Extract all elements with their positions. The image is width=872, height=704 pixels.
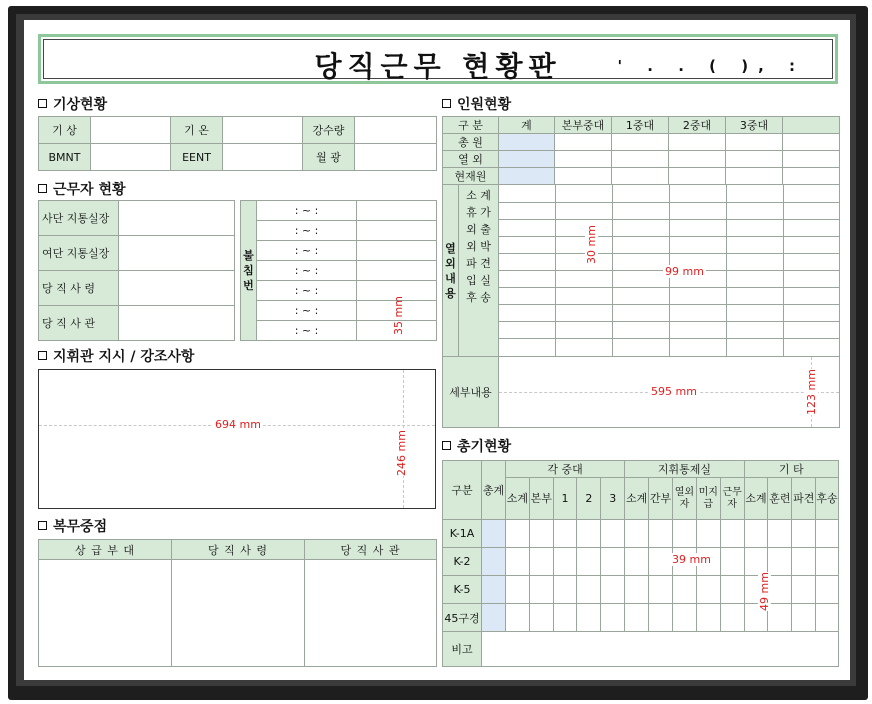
- weapons-row-label: 비고: [443, 632, 482, 667]
- weather-value[interactable]: [355, 144, 437, 171]
- personnel-cell[interactable]: [555, 168, 612, 185]
- absence-label: 열외내용: [443, 185, 459, 357]
- weather-value[interactable]: [223, 117, 303, 144]
- weather-value[interactable]: [355, 117, 437, 144]
- personnel-cell[interactable]: [612, 151, 669, 168]
- weather-label-sky: 기 상: [39, 117, 91, 144]
- weapons-cell[interactable]: [625, 576, 649, 604]
- personnel-header: 3중대: [726, 117, 783, 134]
- weapons-sub-header: 2: [577, 478, 601, 520]
- personnel-cell[interactable]: [555, 134, 612, 151]
- weapons-cell[interactable]: [672, 520, 696, 548]
- weather-value[interactable]: [91, 117, 171, 144]
- sentry-name[interactable]: [357, 221, 437, 241]
- worker-label: 여단 지통실장: [39, 236, 119, 271]
- worker-value[interactable]: [119, 236, 235, 271]
- duty-col-header: 상 급 부 대: [39, 540, 172, 560]
- weapons-sub-header: 미지급: [696, 478, 720, 520]
- weapons-sub-header: 소계: [744, 478, 768, 520]
- weather-label-moon: 월 광: [303, 144, 355, 171]
- commander-instructions-area[interactable]: [38, 369, 436, 509]
- weapons-cell[interactable]: [720, 548, 744, 576]
- weapons-row-label: K-5: [443, 576, 482, 604]
- weapons-cell[interactable]: [482, 548, 506, 576]
- weapons-cell[interactable]: [577, 576, 601, 604]
- weapons-cell[interactable]: [505, 548, 529, 576]
- weapons-cell[interactable]: [553, 548, 577, 576]
- workers-heading: 근무자 현황: [38, 179, 126, 199]
- weapons-sub-header: 열외자: [672, 478, 696, 520]
- title-box: [38, 34, 838, 84]
- personnel-cell[interactable]: [726, 134, 783, 151]
- weapons-cell[interactable]: [768, 604, 792, 632]
- weapons-cell[interactable]: [768, 576, 792, 604]
- weapons-heading: 총기현황: [442, 436, 511, 456]
- personnel-header-empty: [783, 117, 840, 134]
- weather-label-rain: 강수량: [303, 117, 355, 144]
- weapons-cell[interactable]: [529, 576, 553, 604]
- duty-heading: 복무중점: [38, 516, 107, 536]
- absence-item: 휴 가: [466, 206, 491, 219]
- weapons-cell[interactable]: [529, 604, 553, 632]
- personnel-header: 본부중대: [555, 117, 612, 134]
- personnel-cell[interactable]: [726, 151, 783, 168]
- worker-value[interactable]: [119, 306, 235, 341]
- weapons-cell[interactable]: [744, 520, 768, 548]
- weapons-row-label: 45구경: [443, 604, 482, 632]
- weather-label-bmnt: BMNT: [39, 144, 91, 171]
- weapons-sub-header: 1: [553, 478, 577, 520]
- personnel-cell[interactable]: [499, 168, 555, 185]
- weapons-cell[interactable]: [720, 604, 744, 632]
- absence-grid[interactable]: [499, 185, 840, 357]
- dimension-39mm: 39 mm: [672, 553, 711, 566]
- weapons-cell[interactable]: [577, 548, 601, 576]
- weapons-cell[interactable]: [625, 548, 649, 576]
- dimension-99mm: 99 mm: [665, 265, 704, 278]
- detail-table: [442, 356, 840, 428]
- board-title: 당직근무 현황판: [314, 50, 562, 83]
- weapons-cell[interactable]: [672, 604, 696, 632]
- weapons-group-header: 각 중대: [505, 461, 624, 478]
- personnel-cell[interactable]: [499, 151, 555, 168]
- weapons-cell[interactable]: [816, 520, 839, 548]
- weapons-cell[interactable]: [601, 548, 625, 576]
- duty-cell[interactable]: [39, 560, 172, 667]
- duty-table: [38, 539, 437, 667]
- weapons-cell[interactable]: [816, 604, 839, 632]
- weapons-sub-header: 소계: [625, 478, 649, 520]
- weather-table: [38, 116, 437, 171]
- personnel-cell[interactable]: [555, 151, 612, 168]
- weapons-cell[interactable]: [649, 520, 673, 548]
- weapons-cell[interactable]: [792, 548, 816, 576]
- weapons-cell[interactable]: [768, 520, 792, 548]
- workers-table: [38, 200, 235, 341]
- detail-label: 세부내용: [443, 357, 499, 428]
- personnel-cell[interactable]: [783, 151, 840, 168]
- weather-heading: 기상현황: [38, 94, 107, 114]
- weather-label-eent: EENT: [171, 144, 223, 171]
- weapons-sub-header: 후송: [816, 478, 839, 520]
- absence-item: 입 실: [466, 274, 491, 287]
- dimension-694mm: 694 mm: [215, 418, 261, 431]
- weapons-cell[interactable]: [553, 576, 577, 604]
- duty-cell[interactable]: [172, 560, 305, 667]
- weapons-cell[interactable]: [792, 576, 816, 604]
- weapons-table: [442, 460, 839, 667]
- duty-col-header: 당 직 사 관: [305, 540, 437, 560]
- weapons-cell[interactable]: [482, 604, 506, 632]
- weapons-remarks[interactable]: [482, 632, 839, 667]
- personnel-cell[interactable]: [726, 168, 783, 185]
- weapons-cell[interactable]: [482, 520, 506, 548]
- sentry-label: 불침번: [241, 201, 257, 341]
- absence-item: 후 송: [466, 291, 491, 304]
- worker-label: 당 직 사 령: [39, 271, 119, 306]
- personnel-cell[interactable]: [612, 168, 669, 185]
- personnel-cell[interactable]: [669, 134, 726, 151]
- sentry-time: : ~ :: [257, 221, 357, 241]
- detail-area[interactable]: [499, 357, 840, 428]
- weapons-cell[interactable]: [505, 520, 529, 548]
- absence-item: 소 계: [466, 189, 491, 202]
- dimension-595mm: 595 mm: [651, 385, 697, 398]
- dimension-35mm: 35 mm: [392, 296, 405, 335]
- weapons-cell[interactable]: [529, 520, 553, 548]
- weapons-sub-header: 파견: [792, 478, 816, 520]
- personnel-cell[interactable]: [499, 134, 555, 151]
- weapons-cell[interactable]: [601, 520, 625, 548]
- personnel-row-label: 총 원: [443, 134, 499, 151]
- weapons-cell[interactable]: [792, 520, 816, 548]
- personnel-row-label: 열 외: [443, 151, 499, 168]
- weapons-cell[interactable]: [696, 604, 720, 632]
- weapons-sub-header: 근무자: [720, 478, 744, 520]
- sentry-time: : ~ :: [257, 201, 357, 221]
- personnel-heading: 인원현황: [442, 94, 511, 114]
- weapons-cell[interactable]: [720, 520, 744, 548]
- sentry-time: : ~ :: [257, 321, 357, 341]
- personnel-header: 1중대: [612, 117, 669, 134]
- personnel-cell[interactable]: [783, 168, 840, 185]
- dimension-30mm: 30 mm: [585, 225, 598, 264]
- weapons-cell[interactable]: [649, 548, 673, 576]
- commander-heading: 지휘관 지시 / 강조사항: [38, 346, 194, 366]
- weapons-sub-header: 소계: [505, 478, 529, 520]
- sentry-time: : ~ :: [257, 241, 357, 261]
- weapons-cell[interactable]: [482, 576, 506, 604]
- worker-value[interactable]: [119, 201, 235, 236]
- personnel-cell[interactable]: [612, 134, 669, 151]
- sentry-time: : ~ :: [257, 261, 357, 281]
- weapons-cell[interactable]: [696, 576, 720, 604]
- weapons-cell[interactable]: [768, 548, 792, 576]
- absence-item: 외 박: [466, 240, 491, 253]
- weapons-group-header: 구분: [443, 461, 482, 520]
- weapons-cell[interactable]: [553, 520, 577, 548]
- worker-value[interactable]: [119, 271, 235, 306]
- weapons-sub-header: 간부: [649, 478, 673, 520]
- dimension-246mm: 246 mm: [395, 430, 408, 476]
- weather-label-temp: 기 온: [171, 117, 223, 144]
- weapons-sub-header: 3: [601, 478, 625, 520]
- weapons-row-label: K-2: [443, 548, 482, 576]
- weapons-group-header: 총계: [482, 461, 506, 520]
- weather-value[interactable]: [91, 144, 171, 171]
- sentry-name[interactable]: [357, 201, 437, 221]
- weapons-cell[interactable]: [625, 604, 649, 632]
- weapons-group-header: 기 타: [744, 461, 838, 478]
- dimension-49mm: 49 mm: [758, 572, 771, 611]
- sentry-name[interactable]: [357, 241, 437, 261]
- worker-label: 당 직 사 관: [39, 306, 119, 341]
- weapons-group-header: 지휘통제실: [625, 461, 744, 478]
- weapons-cell[interactable]: [505, 576, 529, 604]
- absence-item: 외 출: [466, 223, 491, 236]
- weapons-cell[interactable]: [553, 604, 577, 632]
- dimension-123mm: 123 mm: [805, 369, 818, 415]
- status-board: [24, 20, 850, 680]
- weapons-cell[interactable]: [649, 604, 673, 632]
- weapons-cell[interactable]: [720, 576, 744, 604]
- duty-cell[interactable]: [305, 560, 437, 667]
- duty-col-header: 당 직 사 령: [172, 540, 305, 560]
- sentry-time: : ~ :: [257, 301, 357, 321]
- personnel-row-label: 현재원: [443, 168, 499, 185]
- weapons-sub-header: 본부: [529, 478, 553, 520]
- weapons-cell[interactable]: [529, 548, 553, 576]
- sentry-table: [240, 200, 437, 341]
- personnel-header: 계: [499, 117, 555, 134]
- personnel-cell[interactable]: [669, 151, 726, 168]
- weapons-cell[interactable]: [625, 520, 649, 548]
- absence-items: [459, 185, 499, 357]
- weapons-cell[interactable]: [577, 604, 601, 632]
- weapons-cell[interactable]: [672, 576, 696, 604]
- sentry-time: : ~ :: [257, 281, 357, 301]
- personnel-cell[interactable]: [783, 134, 840, 151]
- personnel-header: 구 분: [443, 117, 499, 134]
- weapons-cell[interactable]: [816, 548, 839, 576]
- weapons-cell[interactable]: [505, 604, 529, 632]
- weapons-cell[interactable]: [696, 520, 720, 548]
- worker-label: 사단 지통실장: [39, 201, 119, 236]
- weapons-cell[interactable]: [649, 576, 673, 604]
- weapons-row-label: K-1A: [443, 520, 482, 548]
- weapons-cell[interactable]: [577, 520, 601, 548]
- weapons-cell[interactable]: [601, 576, 625, 604]
- sentry-name[interactable]: [357, 261, 437, 281]
- personnel-header: 2중대: [669, 117, 726, 134]
- date-time-field: ' . . ( ), :: [617, 57, 805, 75]
- weather-value[interactable]: [223, 144, 303, 171]
- weapons-cell[interactable]: [792, 604, 816, 632]
- weapons-sub-header: 훈련: [768, 478, 792, 520]
- absence-item: 파 견: [466, 257, 491, 270]
- weapons-cell[interactable]: [816, 576, 839, 604]
- personnel-cell[interactable]: [669, 168, 726, 185]
- weapons-cell[interactable]: [601, 604, 625, 632]
- personnel-table: [442, 116, 840, 357]
